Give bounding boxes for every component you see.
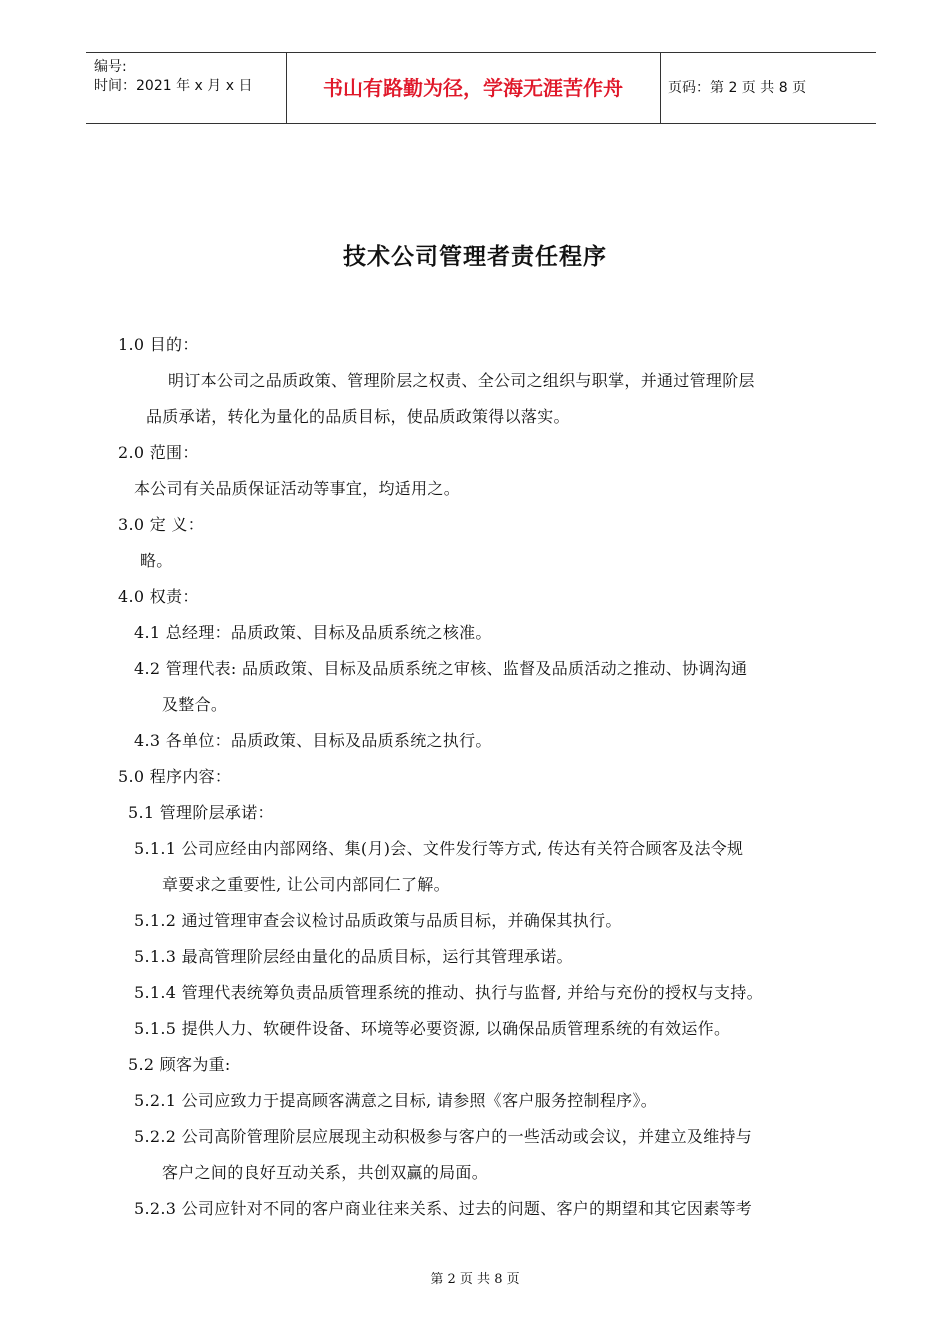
document-number-label: 编号: bbox=[94, 59, 127, 75]
list-item: 5.1.3 最高管理阶层经由量化的品质目标，运行其管理承诺。 bbox=[134, 947, 573, 966]
page-footer: 第 2 页 共 8 页 bbox=[430, 1272, 520, 1287]
document-date-label: 时间：2021 年 x 月 x 日 bbox=[94, 78, 253, 94]
paragraph-line: 略。 bbox=[140, 551, 173, 570]
section-heading: 2.0 范围： bbox=[118, 443, 199, 462]
paragraph-line: 明订本公司之品质政策、管理阶层之权责、全公司之组织与职掌，并通过管理阶层 bbox=[168, 371, 755, 390]
header-divider bbox=[660, 53, 661, 123]
list-item: 4.2 管理代表: 品质政策、目标及品质系统之审核、监督及品质活动之推动、协调沟通 bbox=[134, 659, 748, 678]
subsection-heading: 5.1 管理阶层承诺： bbox=[128, 803, 274, 822]
subsection-heading: 5.2 顾客为重: bbox=[128, 1055, 231, 1074]
list-item: 5.2.1 公司应致力于提高顾客满意之目标, 请参照《客户服务控制程序》。 bbox=[134, 1091, 658, 1110]
list-item-continuation: 客户之间的良好互动关系，共创双赢的局面。 bbox=[162, 1163, 489, 1182]
list-item: 5.1.1 公司应经由内部网络、集(月)会、文件发行等方式, 传达有关符合顾客及法令规 bbox=[134, 839, 744, 858]
document-title: 技术公司管理者责任程序 bbox=[343, 244, 607, 270]
paragraph-line: 本公司有关品质保证活动等事宜，均适用之。 bbox=[134, 479, 461, 498]
list-item: 4.3 各单位：品质政策、目标及品质系统之执行。 bbox=[134, 731, 492, 750]
header-page-number: 页码：第 2 页 共 8 页 bbox=[668, 80, 807, 96]
section-heading: 1.0 目的： bbox=[118, 335, 199, 354]
header-motto: 书山有路勤为径，学海无涯苦作舟 bbox=[323, 76, 623, 100]
section-heading: 4.0 权责： bbox=[118, 587, 199, 606]
list-item-continuation: 章要求之重要性, 让公司内部同仁了解。 bbox=[162, 875, 450, 894]
section-heading: 3.0 定 义： bbox=[118, 515, 205, 534]
page-header bbox=[86, 52, 876, 124]
list-item: 5.1.4 管理代表统筹负责品质管理系统的推动、执行与监督, 并给与充份的授权与支持。 bbox=[134, 983, 763, 1002]
list-item: 5.1.2 通过管理审查会议检讨品质政策与品质目标，并确保其执行。 bbox=[134, 911, 622, 930]
list-item-continuation: 及整合。 bbox=[162, 695, 228, 714]
header-meta bbox=[94, 58, 252, 96]
section-heading: 5.0 程序内容： bbox=[118, 767, 232, 786]
list-item: 5.2.3 公司应针对不同的客户商业往来关系、过去的问题、客户的期望和其它因素等考 bbox=[134, 1199, 753, 1218]
list-item: 5.2.2 公司高阶管理阶层应展现主动积极参与客户的一些活动或会议，并建立及维持与 bbox=[134, 1127, 753, 1146]
list-item: 5.1.5 提供人力、软硬件设备、环境等必要资源, 以确保品质管理系统的有效运作。 bbox=[134, 1019, 731, 1038]
paragraph-line: 品质承诺，转化为量化的品质目标，使品质政策得以落实。 bbox=[146, 407, 570, 426]
list-item: 4.1 总经理：品质政策、目标及品质系统之核准。 bbox=[134, 623, 492, 642]
